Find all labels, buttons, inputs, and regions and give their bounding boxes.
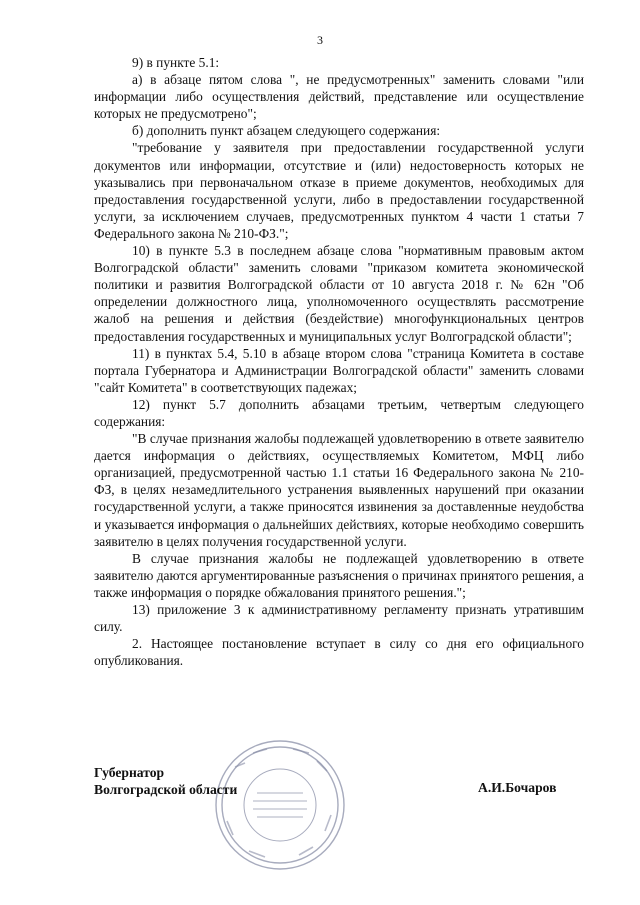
official-seal-stamp <box>205 735 355 875</box>
signatory-position <box>94 764 237 798</box>
paragraph: б) дополнить пункт абзацем следующего содержания: <box>132 123 441 139</box>
position-region: Волгоградской области <box>94 782 238 797</box>
paragraph: 13) приложение 3 к административному регламенту признать утратившим силу. <box>94 602 584 635</box>
paragraph: "требование у заявителя при предоставлении государственной услуги документов или информации, отсутствие и (или) недостоверность которых не указывались при первоначальном отказе в приеме документов, необходимых для предоставления государственной услуги, либо в предоставлении государственной услуги, за исключением случаев, предусмотренных пунктом 4 части 1 статьи 7 Федерального закона № 210-ФЗ."; <box>94 140 584 241</box>
paragraph: 2. Настоящее постановление вступает в силу со дня его официального опубликования. <box>94 636 584 669</box>
paragraph: "В случае признания жалобы подлежащей удовлетворению в ответе заявителю дается информация о действиях, осуществляемых Комитетом, МФЦ либо организацией, предусмотренной частью 1.1 статьи 16 Федерального закона № 210-ФЗ, в целях незамедлительного устранения выявленных нарушений при оказании государственной услуги, а также приносятся извинения за доставленные неудобства и указывается информация о дальнейших действиях, которые необходимо совершить заявителю в целях получения государственной услуги. <box>94 431 584 549</box>
paragraph: 12) пункт 5.7 дополнить абзацами третьим, четвертым следующего содержания: <box>94 396 584 429</box>
paragraph: В случае признания жалобы не подлежащей удовлетворению в ответе заявителю даются аргументированные разъяснения о причинах принятого решения, а также информация о порядке обжалования принятого решения."; <box>94 550 584 600</box>
paragraph: 9) в пункте 5.1: <box>132 55 220 70</box>
paragraph: 10) в пункте 5.3 в последнем абзаце слова "нормативным правовым актом Волгоградской области" заменить словами "приказом комитета экономической политики и развития Волгоградской области от 10 августа 2018 г. № 62н "Об определении должностного лица, уполномоченного осуществлять рассмотрение жалоб на решения и действия (бездействие) многофункциональных центров предоставления государственных и муниципальных услуг Волгоградской области"; <box>94 243 584 344</box>
page-number: 3 <box>317 33 323 47</box>
position-title: Губернатор <box>94 765 165 780</box>
paragraph: а) в абзаце пятом слова ", не предусмотренных" заменить словами "или информации либо осуществления действий, представление или осуществление которых не предусмотрено"; <box>94 72 584 122</box>
paragraph: 11) в пунктах 5.4, 5.10 в абзаце втором слова "страница Комитета в составе портала Губернатора и Администрации Волгоградской области" заменить словами "сайт Комитета" в соответствующих падежах; <box>94 345 584 395</box>
signatory-name: А.И.Бочаров <box>478 780 557 795</box>
document-body <box>94 54 584 669</box>
